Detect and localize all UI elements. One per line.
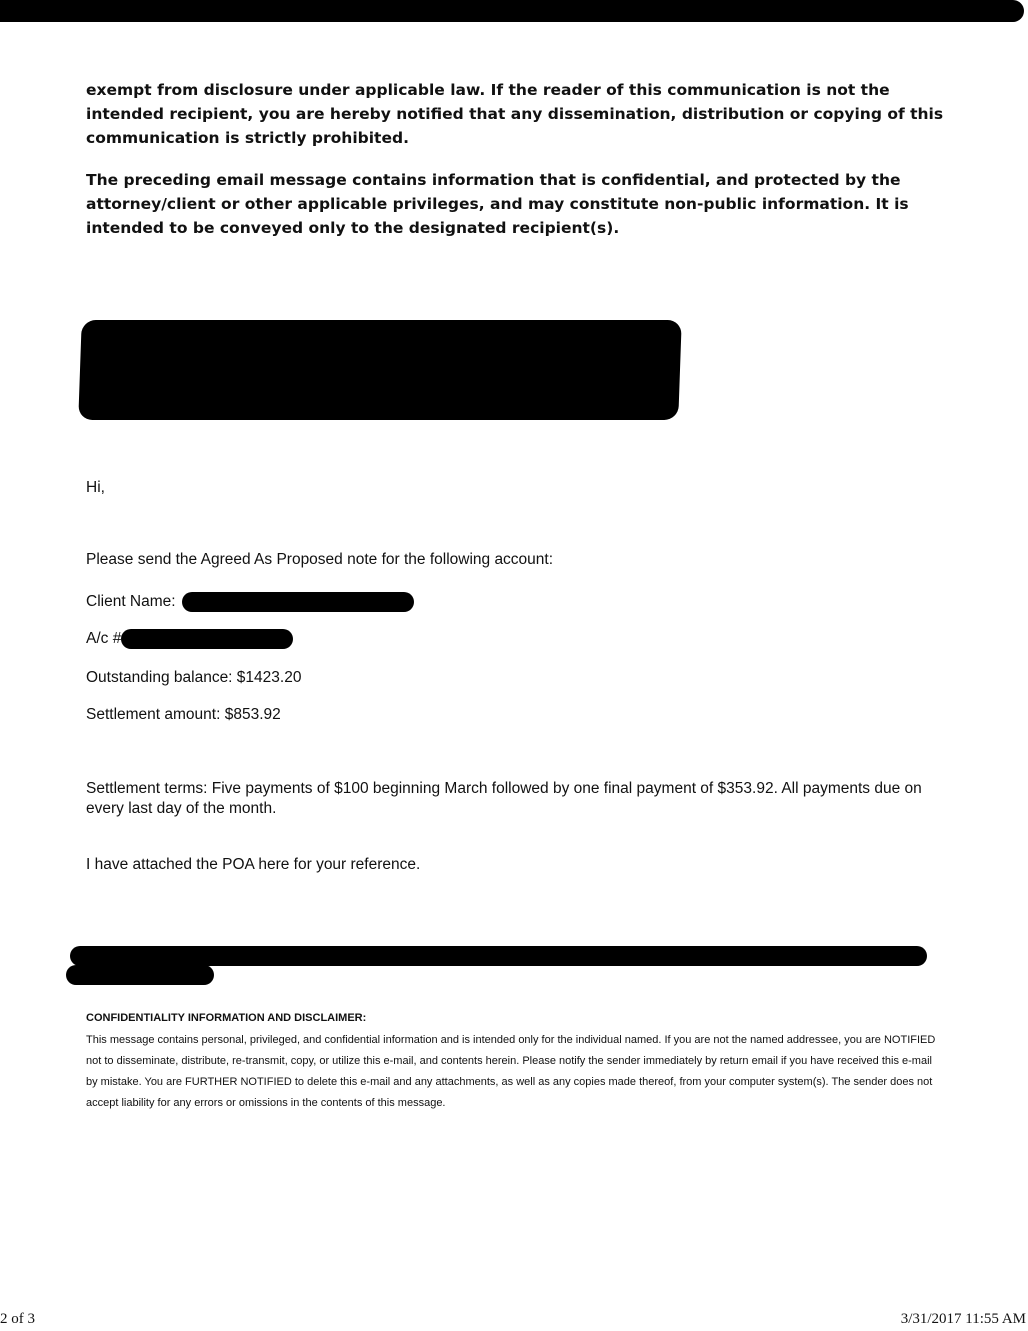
account-label: A/c #: [86, 630, 122, 648]
account-row: [86, 629, 293, 649]
redaction-client-name: [182, 592, 414, 612]
settlement-amount: Settlement amount: $853.92: [86, 706, 281, 723]
attachment-note: I have attached the POA here for your reference.: [86, 856, 421, 873]
client-name-label: Client Name:: [86, 593, 176, 611]
redaction-sender-block: [78, 320, 681, 420]
print-timestamp: 3/31/2017 11:55 AM: [900, 1311, 1026, 1327]
disclaimer-paragraph-2: The preceding email message contains information that is confidential, and protected by the attorney/client or other applicable privileges, and may constitute non-public information. It is intended to be conveyed only to the designated recipient(s).: [86, 171, 909, 237]
page-indicator: 2 of 3: [0, 1311, 35, 1327]
client-name-row: [86, 592, 414, 612]
settlement-terms: Settlement terms: Five payments of $100 beginning March followed by one final payment of $353.92. All payments due on every last day of the month.: [86, 780, 922, 817]
greeting: Hi,: [86, 479, 105, 496]
redaction-signature-link: [66, 965, 214, 985]
redaction-account-number: [121, 629, 293, 649]
confidentiality-body: This message contains personal, privileged, and confidential information and is intended only for the individual named. If you are not the named addressee, you are NOTIFIED not to disseminate, distribute, re-transmit, copy, or utilize this e-mail, and contents herein. Please notify the sender immediately by return email if you have received this e-mail by mistake. You are FURTHER NOTIFIED to delete this e-mail and any attachments, as well as any copies made thereof, from your computer system(s). The sender does not accept liability for any errors or omissions in the contents of this message.: [86, 1034, 936, 1109]
redaction-signature-line: [70, 946, 927, 966]
disclaimer-paragraph-1: exempt from disclosure under applicable law. If the reader of this communication is not the intended recipient, you are hereby notified that any dissemination, distribution or copying of this communication is strictly prohibited.: [86, 81, 944, 147]
outstanding-balance: Outstanding balance: $1423.20: [86, 669, 302, 686]
request-line: Please send the Agreed As Proposed note for the following account:: [86, 551, 554, 568]
redaction-top-bar: [0, 0, 1024, 22]
confidentiality-title: CONFIDENTIALITY INFORMATION AND DISCLAIMER:: [86, 1012, 367, 1024]
